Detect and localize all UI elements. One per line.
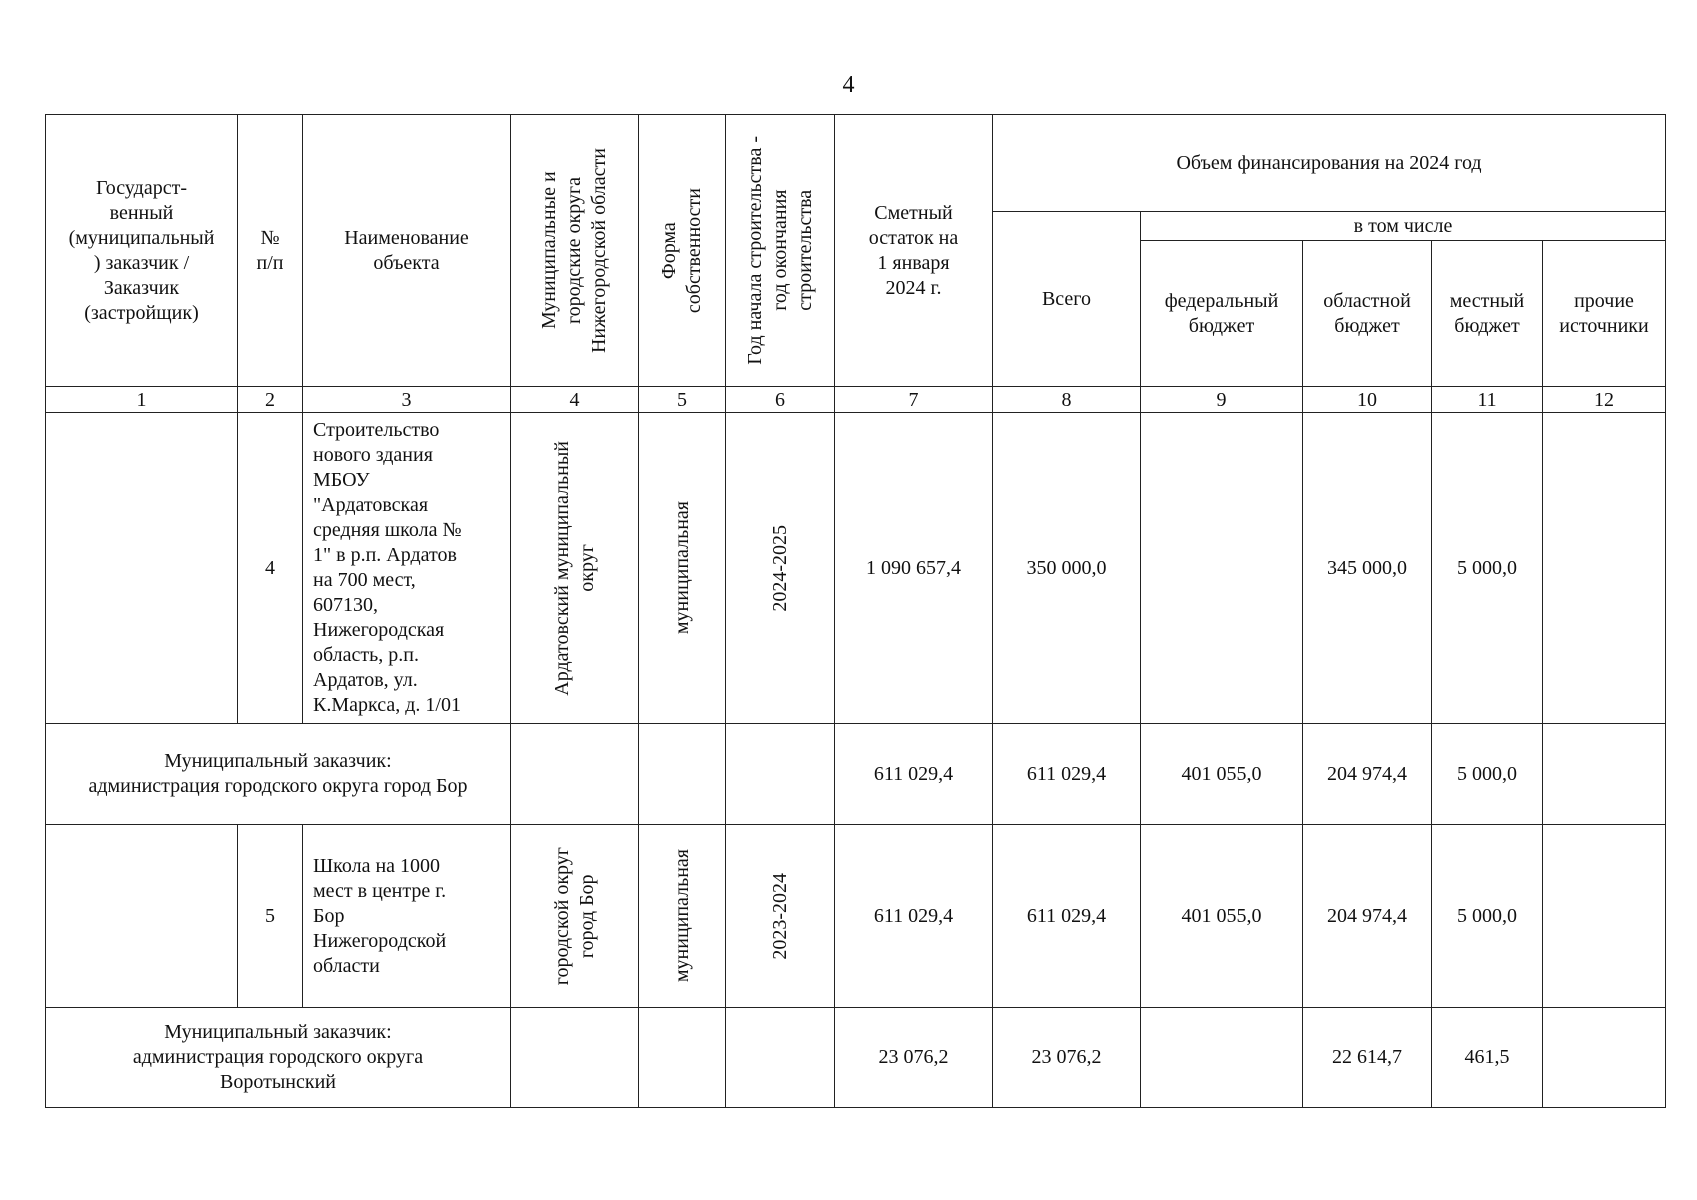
cell-regional: 204 974,4 xyxy=(1303,724,1432,825)
cell-other xyxy=(1543,1008,1666,1108)
cell-ownership xyxy=(639,825,726,1008)
cell-municipal xyxy=(511,1008,639,1108)
table-row-object-4 xyxy=(46,413,1666,724)
cell-total: 611 029,4 xyxy=(993,724,1141,825)
cell-federal xyxy=(1141,1008,1303,1108)
cell-years xyxy=(726,413,835,724)
column-number: 12 xyxy=(1543,387,1666,413)
cell-ownership xyxy=(639,1008,726,1108)
header-including: в том числе xyxy=(1141,212,1666,241)
cell-balance: 611 029,4 xyxy=(835,724,993,825)
cell-federal: 401 055,0 xyxy=(1141,724,1303,825)
header-object-name: Наименование объекта xyxy=(303,115,511,387)
column-number: 3 xyxy=(303,387,511,413)
header-total: Всего xyxy=(993,212,1141,387)
cell-object-name: Школа на 1000 мест в центре г. Бор Нижегородской области xyxy=(303,825,511,1008)
column-number: 5 xyxy=(639,387,726,413)
column-number: 1 xyxy=(46,387,238,413)
cell-customer xyxy=(46,413,238,724)
financing-table xyxy=(45,114,1666,1108)
cell-municipal xyxy=(511,825,639,1008)
cell-ownership-text: муниципальная xyxy=(670,501,693,635)
cell-local: 5 000,0 xyxy=(1432,724,1543,825)
cell-balance: 1 090 657,4 xyxy=(835,413,993,724)
page-number: 4 xyxy=(842,72,855,98)
header-balance: Сметный остаток на 1 января 2024 г. xyxy=(835,115,993,387)
header-municipal xyxy=(511,115,639,387)
cell-ownership-text: муниципальная xyxy=(670,849,693,983)
cell-total: 23 076,2 xyxy=(993,1008,1141,1108)
header-customer: Государст- венный (муниципальный ) заказчик / Заказчик (застройщик) xyxy=(46,115,238,387)
cell-customer: Муниципальный заказчик: администрация городского округа Воротынский xyxy=(46,1008,511,1108)
cell-years xyxy=(726,825,835,1008)
cell-local: 5 000,0 xyxy=(1432,413,1543,724)
cell-other xyxy=(1543,724,1666,825)
header-federal: федеральный бюджет xyxy=(1141,241,1303,387)
cell-total: 350 000,0 xyxy=(993,413,1141,724)
cell-ownership xyxy=(639,413,726,724)
column-number: 7 xyxy=(835,387,993,413)
cell-municipal xyxy=(511,724,639,825)
cell-federal: 401 055,0 xyxy=(1141,825,1303,1008)
cell-regional: 22 614,7 xyxy=(1303,1008,1432,1108)
header-regional: областной бюджет xyxy=(1303,241,1432,387)
header-financing: Объем финансирования на 2024 год xyxy=(993,115,1666,212)
table-row-customer-bor xyxy=(46,724,1666,825)
column-number: 6 xyxy=(726,387,835,413)
header-row-1 xyxy=(46,115,1666,212)
cell-regional: 204 974,4 xyxy=(1303,825,1432,1008)
cell-local: 5 000,0 xyxy=(1432,825,1543,1008)
header-ownership-text: Форма собственности xyxy=(658,187,705,314)
cell-federal xyxy=(1141,413,1303,724)
header-ownership xyxy=(639,115,726,387)
cell-local: 461,5 xyxy=(1432,1008,1543,1108)
column-number: 9 xyxy=(1141,387,1303,413)
cell-balance: 611 029,4 xyxy=(835,825,993,1008)
column-number: 11 xyxy=(1432,387,1543,413)
cell-years-text: 2024-2025 xyxy=(768,524,791,612)
cell-total: 611 029,4 xyxy=(993,825,1141,1008)
cell-balance: 23 076,2 xyxy=(835,1008,993,1108)
cell-customer xyxy=(46,825,238,1008)
header-municipal-text: Муниципальные и городские округа Нижегородской области xyxy=(538,147,610,354)
header-years xyxy=(726,115,835,387)
header-local: местный бюджет xyxy=(1432,241,1543,387)
cell-customer: Муниципальный заказчик: администрация городского округа город Бор xyxy=(46,724,511,825)
cell-years xyxy=(726,1008,835,1108)
column-number: 2 xyxy=(238,387,303,413)
column-number-row xyxy=(46,387,1666,413)
header-other: прочие источники xyxy=(1543,241,1666,387)
cell-other xyxy=(1543,413,1666,724)
table-row-object-5 xyxy=(46,825,1666,1008)
cell-municipal-text: городской округ город Бор xyxy=(550,846,598,986)
cell-municipal-text: Ардатовский муниципальный округ xyxy=(550,440,598,696)
cell-years-text: 2023-2024 xyxy=(768,872,791,960)
column-number: 4 xyxy=(511,387,639,413)
column-number: 8 xyxy=(993,387,1141,413)
cell-object-name: Строительство нового здания МБОУ "Ардатовская средняя школа № 1" в р.п. Ардатов на 700 мест, 607130, Нижегородская область, р.п. Ардатов, ул. К.Маркса, д. 1/01 xyxy=(303,413,511,724)
cell-regional: 345 000,0 xyxy=(1303,413,1432,724)
header-num: № п/п xyxy=(238,115,303,387)
column-number: 10 xyxy=(1303,387,1432,413)
cell-num: 5 xyxy=(238,825,303,1008)
cell-years xyxy=(726,724,835,825)
cell-num: 4 xyxy=(238,413,303,724)
cell-other xyxy=(1543,825,1666,1008)
header-years-text: Год начала строительства - год окончания строительства xyxy=(743,136,816,365)
cell-ownership xyxy=(639,724,726,825)
cell-municipal xyxy=(511,413,639,724)
table-row-customer-vorotynsky xyxy=(46,1008,1666,1108)
